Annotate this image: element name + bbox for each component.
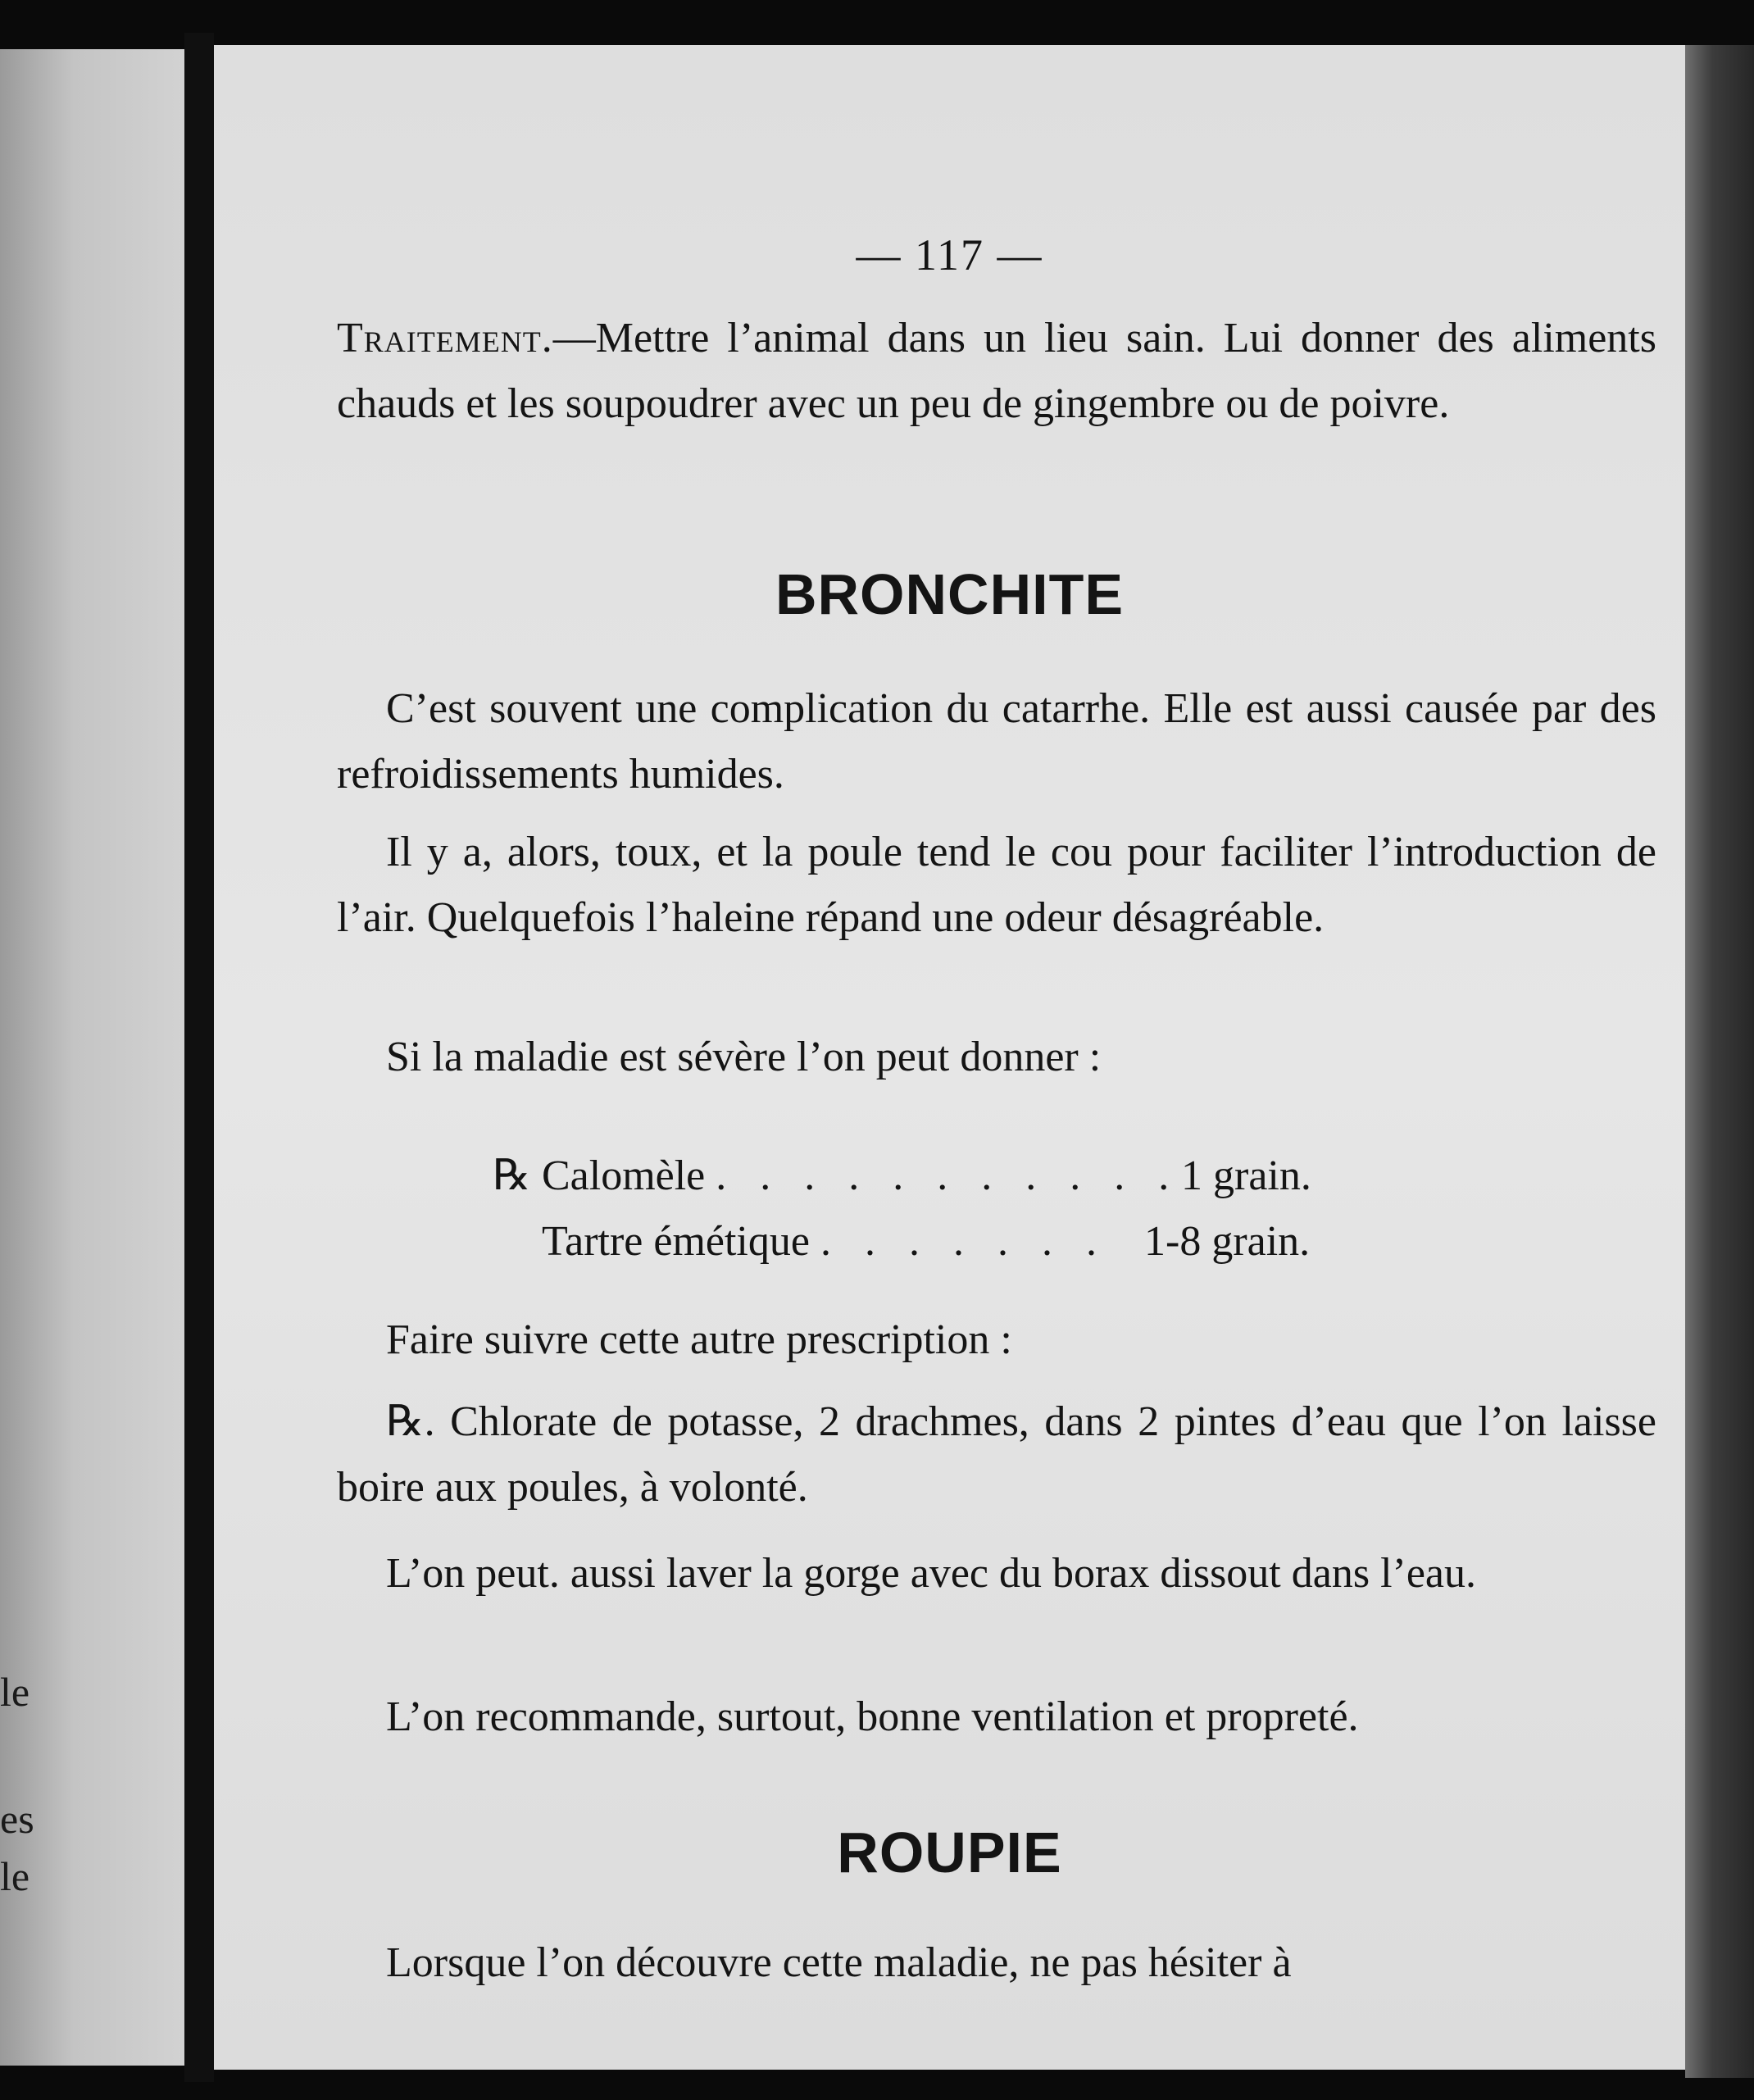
paragraph: Faire suivre cette autre prescription : <box>386 1316 1012 1363</box>
left-page-fragment: es <box>0 1796 34 1842</box>
paragraph: L’on peut. aussi laver la gorge avec du borax dissout dans l’eau. <box>386 1550 1476 1597</box>
treatment-text: —Mettre l’animal dans un lieu sain. Lui donner des aliments chauds et les soupoudrer avec un peu de gingembre ou de poivre. <box>337 315 1656 427</box>
left-page-fragment: le <box>0 1669 30 1715</box>
book-page <box>214 45 1685 2070</box>
left-page-edge <box>0 49 184 2066</box>
section-heading-bronchite: BRONCHITE <box>775 562 1125 626</box>
paragraph: C’est souvent une complication du catarrhe. Elle est aussi causée par des refroidissements humides. <box>337 685 1656 798</box>
prescription-item-dose: 1-8 grain. <box>1144 1218 1311 1265</box>
treatment-paragraph <box>337 306 1656 437</box>
treatment-label: Traitement. <box>337 315 553 361</box>
book-spine <box>184 33 214 2082</box>
paragraph: L’on recommande, surtout, bonne ventilation et propreté. <box>386 1693 1359 1740</box>
paragraph: Lorsque l’on découvre cette maladie, ne pas hésiter à <box>386 1939 1292 1986</box>
right-page-edge <box>1685 45 1754 2078</box>
left-page-fragment: le <box>0 1853 30 1899</box>
prescription-item-name: Tartre émétique <box>542 1218 810 1265</box>
prescription-item-name: Calomèle <box>542 1152 706 1199</box>
leader-dots: . . . . . . . . . . . <box>716 1152 1181 1199</box>
paragraph: ℞. Chlorate de potasse, 2 drachmes, dans 2 pintes d’eau que l’on laisse boire aux poules, à volonté. <box>337 1398 1656 1511</box>
recipe-symbol: ℞ <box>493 1152 531 1199</box>
section-heading-roupie: ROUPIE <box>837 1820 1062 1884</box>
page-number: — 117 — <box>856 230 1043 280</box>
paragraph: Il y a, alors, toux, et la poule tend le cou pour faciliter l’introduction de l’air. Quelquefois l’haleine répand une odeur désagréable. <box>337 829 1656 941</box>
prescription-line <box>542 1209 1311 1275</box>
leader-dots: . . . . . . . <box>820 1218 1108 1265</box>
prescription-item-dose: 1 grain. <box>1181 1152 1311 1199</box>
prescription-line <box>493 1143 1311 1209</box>
paragraph: Si la maladie est sévère l’on peut donner : <box>386 1034 1102 1080</box>
